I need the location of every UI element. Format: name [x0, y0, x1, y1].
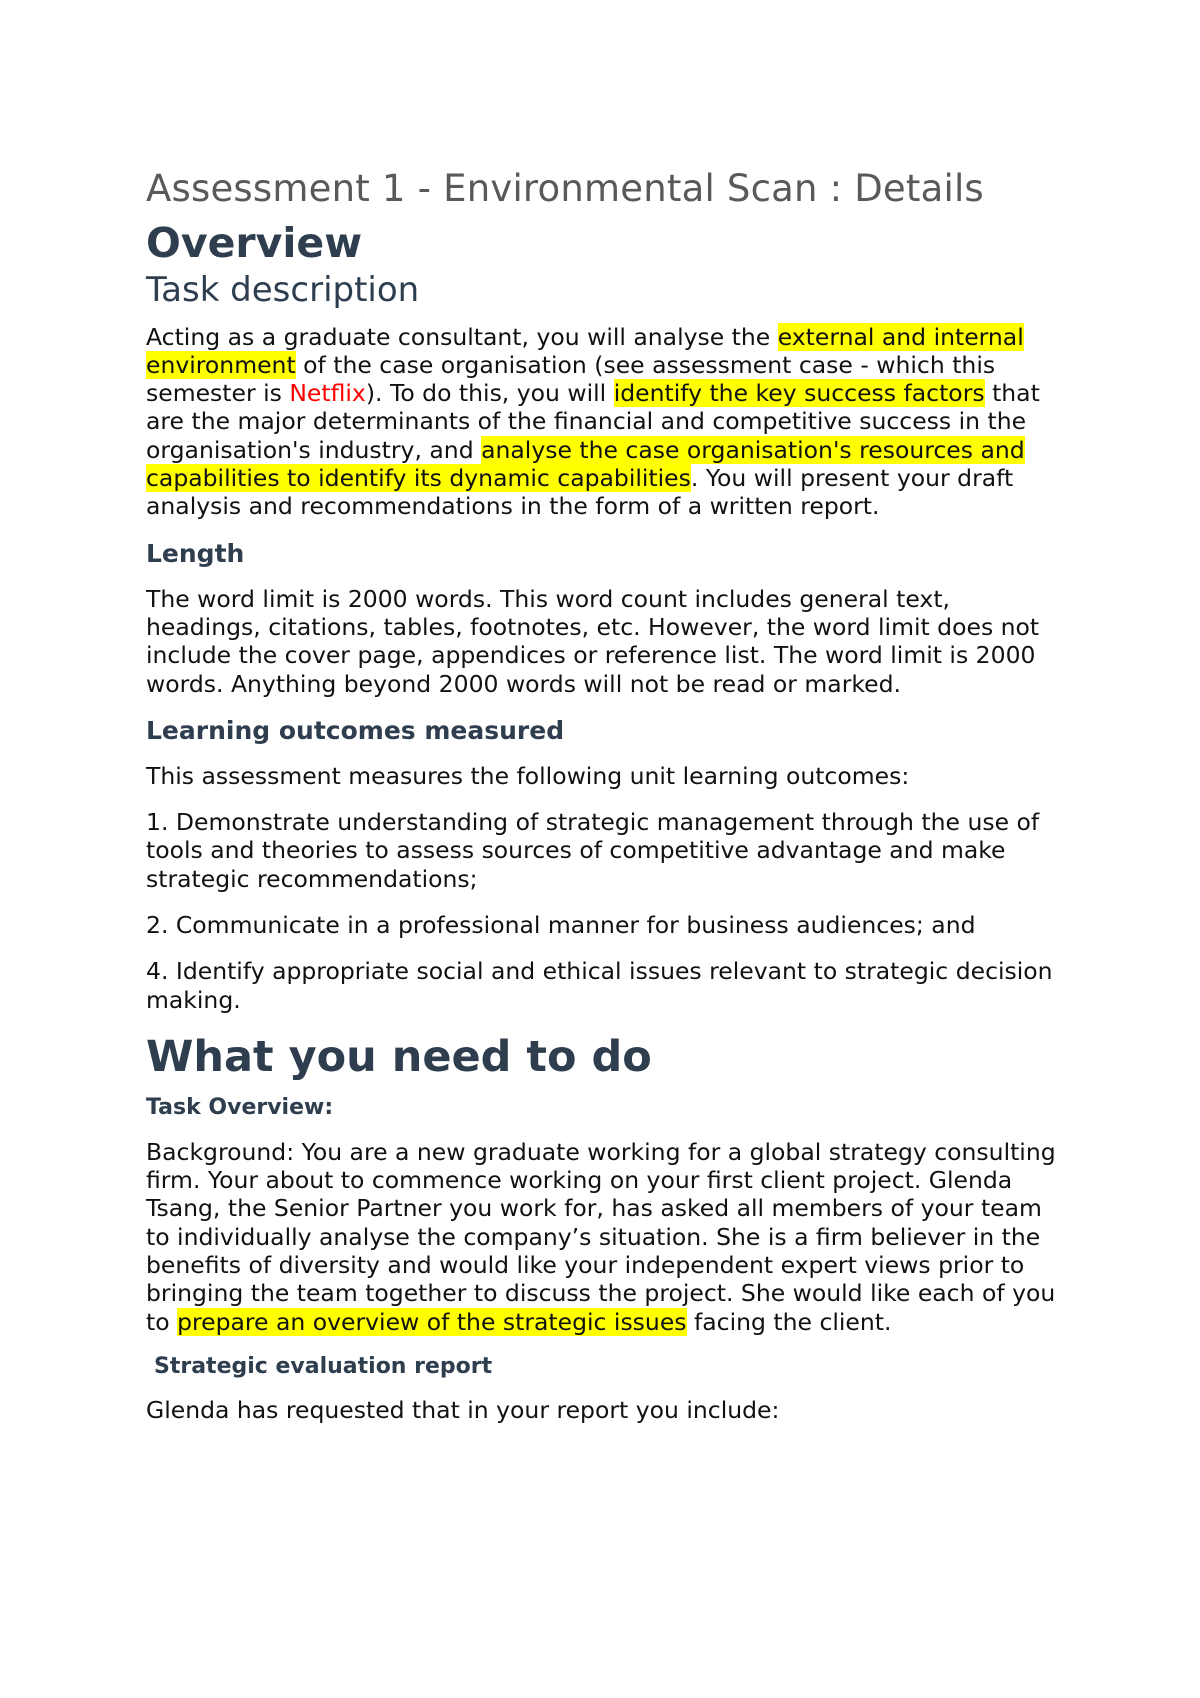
length-paragraph: The word limit is 2000 words. This word count includes general text, headings, citations, tables, footnotes, etc. However, the word limit does not include the cover page, appendices or reference list. The word limit is 2000 words. Anything beyond 2000 words will not be read or marked. — [146, 584, 1040, 698]
background-text-2: facing the client. — [686, 1307, 892, 1336]
outcome-item: 2. Communicate in a professional manner for business audiences; and — [146, 910, 976, 939]
background-paragraph — [146, 1138, 1070, 1336]
outcome-item: 4. Identify appropriate social and ethical issues relevant to strategic decision making. — [146, 957, 1053, 1014]
what-you-need-to-do-heading: What you need to do — [146, 1031, 652, 1082]
highlight-strategic-issues: prepare an overview of the strategic issues — [177, 1307, 687, 1336]
highlight-resources-capabilities: analyse the case organisation's resources and capabilities to identify its dynamic capabilities — [146, 435, 1025, 493]
length-heading: Length — [146, 538, 245, 568]
background-text-1: Background: You are a new graduate working for a global strategy consulting firm. Your about to commence working on your first client project. Glenda Tsang, the Senior Partner you work for, has asked all members of your team to individually analyse the company’s situation. She is a firm believer in the benefits of diversity and would like your independent expert views prior to bringing the team together to discuss the project. She would like each of you to — [146, 1137, 1056, 1336]
document-title: Assessment 1 - Environmental Scan : Details — [146, 167, 984, 210]
learning-outcomes-heading: Learning outcomes measured — [146, 715, 565, 745]
task-description-heading: Task description — [146, 269, 420, 310]
task-text-3: ). To do this, you will — [365, 379, 614, 408]
strategic-evaluation-report-heading: Strategic evaluation report — [154, 1353, 493, 1379]
task-text-2: of the case organisation (see assessment case - which this semester is — [146, 350, 996, 408]
overview-heading: Overview — [146, 218, 363, 267]
task-text-5: . You will present your draft analysis and recommendations in the form of a written report. — [146, 464, 1014, 521]
task-text-4: that are the major determinants of the financial and competitive success in the organisation's industry, and — [146, 379, 1040, 464]
task-text-1: Acting as a graduate consultant, you will analyse the — [146, 322, 778, 351]
outcome-item: 1. Demonstrate understanding of strategic management through the use of tools and theories to assess sources of competitive advantage and make strategic recommendations; — [146, 808, 1040, 893]
task-overview-heading: Task Overview: — [146, 1095, 334, 1121]
highlight-key-success-factors: identify the key success factors — [613, 379, 985, 408]
task-description-paragraph — [146, 323, 1070, 521]
highlight-external-internal: external and internal environment — [146, 322, 1024, 379]
report-intro-paragraph: Glenda has requested that in your report you include: — [146, 1396, 780, 1425]
netflix-red-text: Netflix — [289, 379, 366, 408]
outcomes-intro: This assessment measures the following unit learning outcomes: — [146, 761, 910, 790]
